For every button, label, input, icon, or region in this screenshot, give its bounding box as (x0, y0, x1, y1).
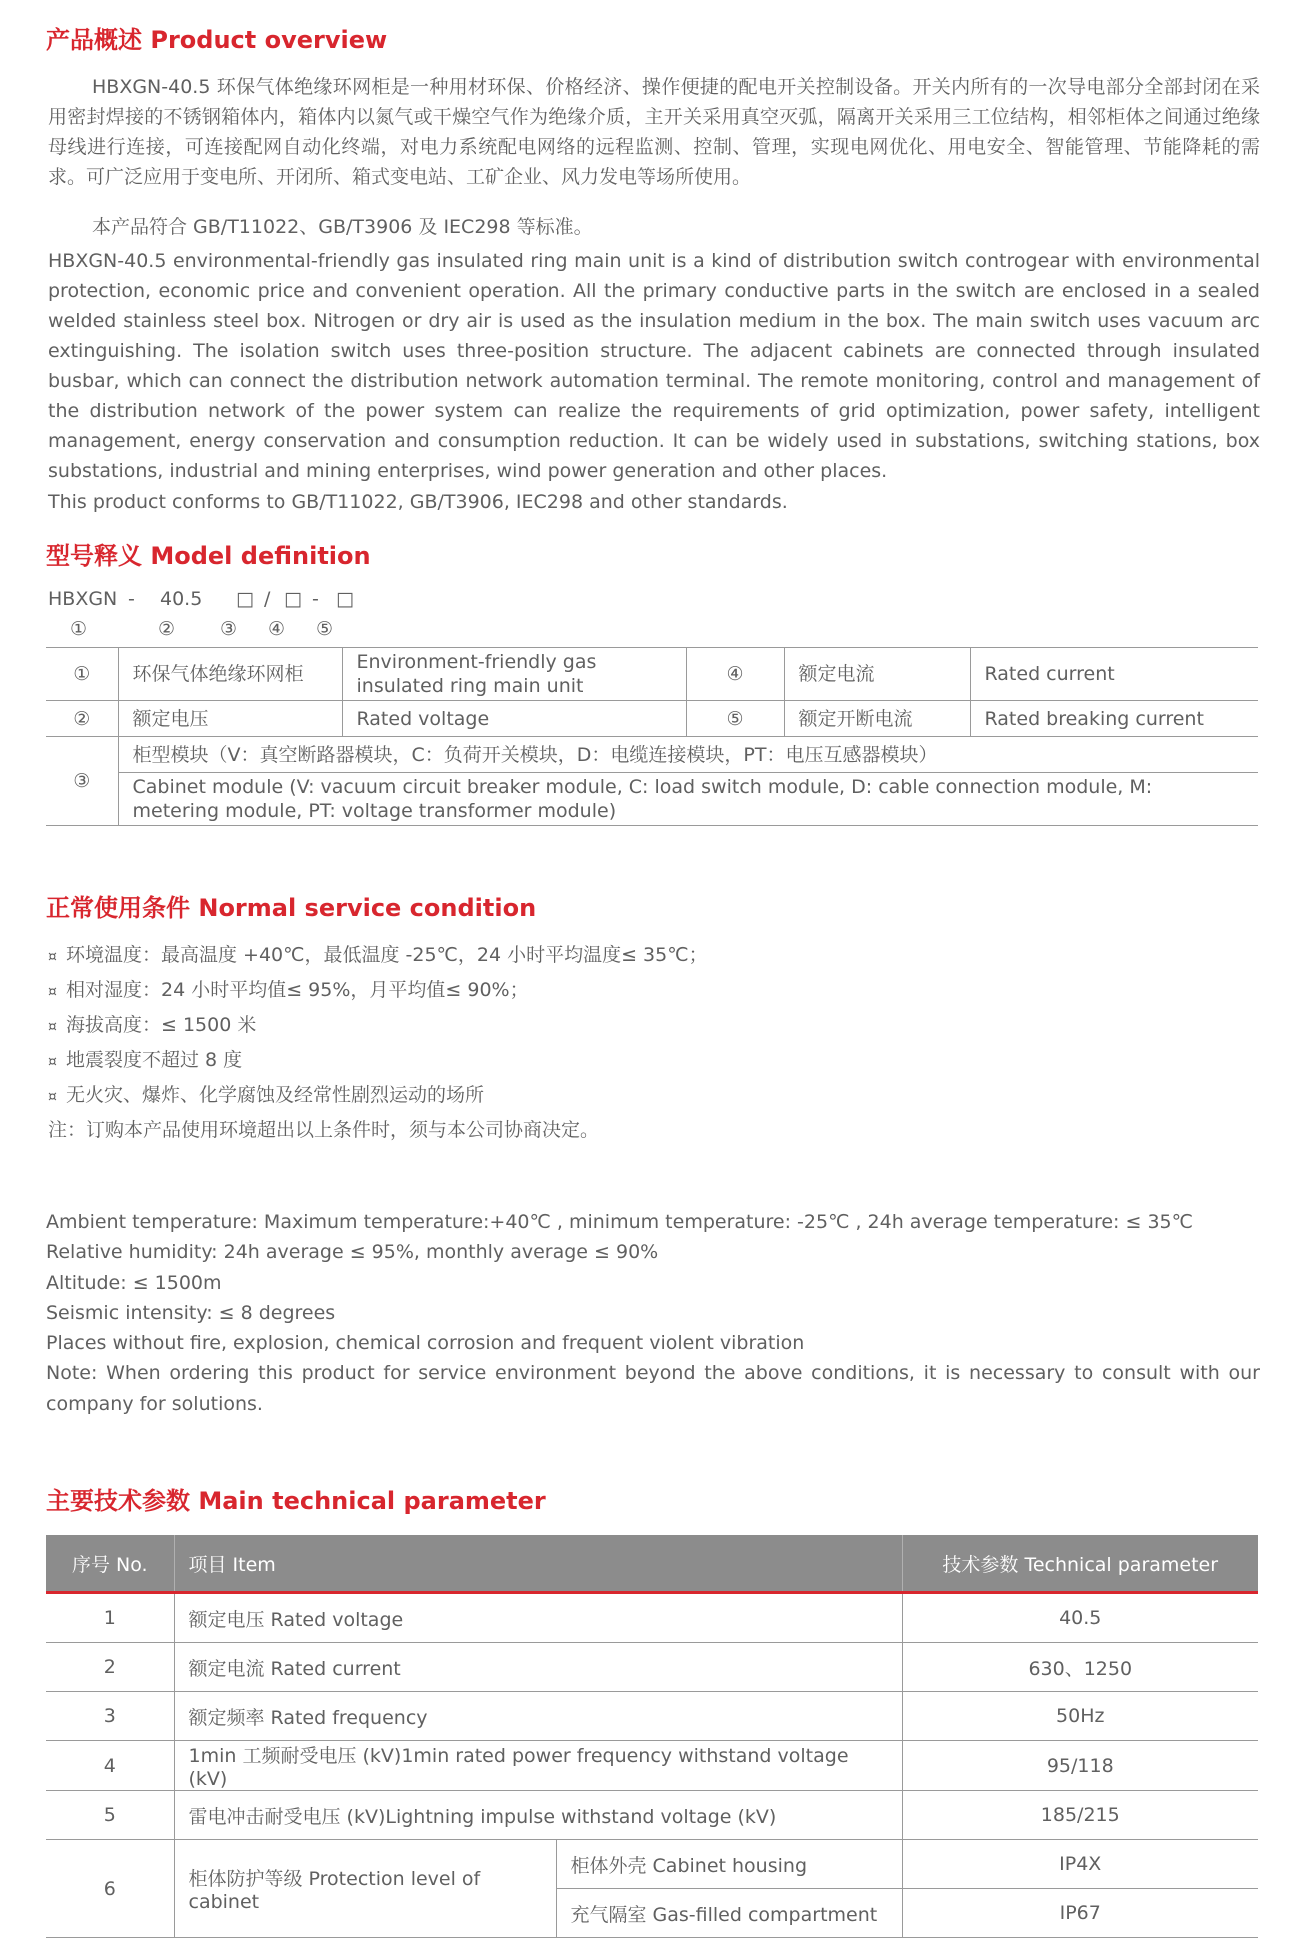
row-number: 3 (46, 1692, 174, 1741)
row-subitem: 柜体外壳 Cabinet housing (556, 1840, 902, 1889)
row-item: 额定电压 Rated voltage (174, 1593, 902, 1643)
table-row (46, 1840, 1258, 1889)
overview-cn-paragraph: HBXGN-40.5 环保气体绝缘环网柜是一种用材环保、价格经济、操作便捷的配电开关控制设备。开关内所有的一次导电部分全部封闭在采用密封焊接的不锈钢箱体内，箱体内以氮气或干燥空气作为绝缘介质，主开关采用真空灭弧，隔离开关采用三工位结构，相邻柜体之间通过绝缘母线进行连接，可连接配网自动化终端，对电力系统配电网络的远程监测、控制、管理，实现电网优化、用电安全、智能管理、节能降耗的需求。可广泛应用于变电所、开闭所、箱式变电站、工矿企业、风力发电等场所使用。 (48, 76, 1260, 188)
table-row (46, 1692, 1258, 1741)
condition-text: Relative humidity: 24h average ≤ 95%, monthly average ≤ 90% (46, 1241, 659, 1264)
row-value: 40.5 (902, 1593, 1258, 1643)
table-row (46, 1593, 1258, 1643)
model-item-number: ③ (46, 737, 118, 826)
bullet-icon: ¤ (48, 1089, 57, 1105)
condition-text: 海拔高度：≤ 1500 米 (66, 1014, 257, 1036)
bullet-icon: ¤ (48, 1019, 57, 1035)
row-item: 柜体防护等级 Protection level of cabinet (174, 1840, 556, 1938)
model-code-part: □ (284, 588, 302, 610)
tech-parameter-table (46, 1535, 1258, 1938)
model-item-number: ④ (686, 648, 784, 701)
table-row (46, 1741, 1258, 1791)
row-item: 1min 工频耐受电压 (kV)1min rated power frequency withstand voltage (kV) (174, 1741, 902, 1791)
row-value: 50Hz (902, 1692, 1258, 1741)
model-item-en: Rated current (970, 648, 1258, 701)
row-value: IP4X (902, 1840, 1258, 1889)
service-heading: 正常使用条件 Normal service condition (46, 894, 537, 922)
bullet-icon: ¤ (48, 1054, 57, 1070)
model-item-en: Cabinet module (V: vacuum circuit breaker module, C: load switch module, D: cable connection module, M: metering module, PT: voltage transformer module) (118, 773, 1258, 826)
model-code-part: / (264, 588, 271, 610)
list-item (48, 1078, 708, 1113)
row-number: 5 (46, 1791, 174, 1840)
model-code-part: 40.5 (160, 588, 203, 610)
service-cn-list (48, 938, 708, 1148)
row-subitem: 充气隔室 Gas-filled compartment (556, 1889, 902, 1938)
model-code-part: HBXGN (48, 588, 118, 610)
row-number: 4 (46, 1741, 174, 1791)
model-code-part: - (128, 588, 135, 610)
col-header-no: 序号 No. (46, 1535, 174, 1593)
service-en-note: Note: When ordering this product for service environment beyond the above conditions, it is necessary to consult with our company for solutions. (46, 1362, 1260, 1415)
model-item-en: Environment-friendly gas insulated ring main unit (342, 648, 686, 701)
model-heading: 型号释义 Model definition (46, 542, 371, 570)
row-value: IP67 (902, 1889, 1258, 1938)
model-item-en: Rated breaking current (970, 701, 1258, 737)
row-item: 雷电冲击耐受电压 (kV)Lightning impulse withstand voltage (kV) (174, 1791, 902, 1840)
list-item (48, 938, 708, 973)
overview-cn-standards: 本产品符合 GB/T11022、GB/T3906 及 IEC298 等标准。 (92, 216, 593, 238)
row-value: 630、1250 (902, 1643, 1258, 1692)
bullet-icon: ¤ (48, 984, 57, 1000)
service-en-list (46, 1207, 1260, 1419)
table-row (46, 1643, 1258, 1692)
row-number: 1 (46, 1593, 174, 1643)
overview-heading: 产品概述 Product overview (46, 26, 388, 54)
condition-text: 地震裂度不超过 8 度 (66, 1049, 243, 1071)
model-code-number: ⑤ (316, 618, 334, 640)
model-code-number: ① (70, 618, 88, 640)
model-code-part: - (312, 588, 319, 610)
model-item-cn: 环保气体绝缘环网柜 (118, 648, 342, 701)
service-cn-note: 注：订购本产品使用环境超出以上条件时，须与本公司协商决定。 (48, 1119, 600, 1141)
model-code (48, 588, 360, 610)
tech-heading: 主要技术参数 Main technical parameter (46, 1487, 546, 1515)
condition-text: Places without fire, explosion, chemical corrosion and frequent violent vibration (46, 1332, 805, 1355)
overview-en-paragraph: HBXGN-40.5 environmental-friendly gas insulated ring main unit is a kind of distribution switch controgear with environmental protection, economic price and convenient operation. All the primary conductive parts in the switch are enclosed in a sealed welded stainless steel box. Nitrogen or dry air is used as the insulation medium in the box. The main switch uses vacuum arc extinguishing. The isolation switch uses three-position structure. The adjacent cabinets are connected through insulated busbar, which can connect the distribution network automation terminal. The remote monitoring, control and management of the distribution network of the power system can realize the requirements of grid optimization, power safety, intelligent management, energy conservation and consumption reduction. It can be widely used in substations, switching stations, box substations, industrial and mining enterprises, wind power generation and other places. (48, 250, 1260, 482)
model-item-cn: 额定电流 (784, 648, 970, 701)
model-item-number: ⑤ (686, 701, 784, 737)
condition-text: Ambient temperature: Maximum temperature:+40℃ , minimum temperature: -25℃ , 24h average temperature: ≤ 35℃ (46, 1211, 1193, 1233)
table-row (46, 648, 1258, 701)
table-row (46, 773, 1258, 826)
model-item-en: Rated voltage (342, 701, 686, 737)
condition-text: 环境温度：最高温度 +40℃，最低温度 -25℃，24 小时平均温度≤ 35℃； (66, 944, 708, 966)
col-header-param: 技术参数 Technical parameter (902, 1535, 1258, 1593)
table-row (46, 737, 1258, 773)
list-item (48, 1043, 708, 1078)
list-item (48, 973, 708, 1008)
list-item (48, 1008, 708, 1043)
model-definition-table (46, 647, 1258, 826)
model-item-cn: 额定开断电流 (784, 701, 970, 737)
model-item-number: ① (46, 648, 118, 701)
overview-en-standards: This product conforms to GB/T11022, GB/T3906, IEC298 and other standards. (48, 491, 788, 513)
model-item-number: ② (46, 701, 118, 737)
model-code-number: ③ (220, 618, 238, 640)
model-code-part: □ (236, 588, 254, 610)
table-row (46, 1791, 1258, 1840)
row-value: 185/215 (902, 1791, 1258, 1840)
table-row (46, 701, 1258, 737)
condition-text: Seismic intensity: ≤ 8 degrees (46, 1301, 336, 1324)
row-item: 额定电流 Rated current (174, 1643, 902, 1692)
bullet-icon: ¤ (48, 949, 57, 965)
row-number: 6 (46, 1840, 174, 1938)
model-code-numbers (48, 618, 336, 640)
condition-text: 无火灾、爆炸、化学腐蚀及经常性剧烈运动的场所 (66, 1084, 485, 1106)
row-value: 95/118 (902, 1741, 1258, 1791)
row-number: 2 (46, 1643, 174, 1692)
col-header-item: 项目 Item (174, 1535, 902, 1593)
table-header-row (46, 1535, 1258, 1593)
model-code-number: ② (158, 618, 176, 640)
row-item: 额定频率 Rated frequency (174, 1692, 902, 1741)
model-item-cn: 额定电压 (118, 701, 342, 737)
model-code-number: ④ (268, 618, 286, 640)
condition-text: Altitude: ≤ 1500m (46, 1271, 222, 1294)
condition-text: 相对湿度：24 小时平均值≤ 95%，月平均值≤ 90%； (66, 979, 529, 1001)
model-code-part: □ (336, 588, 354, 610)
model-item-cn: 柜型模块（V：真空断路器模块，C：负荷开关模块，D：电缆连接模块，PT：电压互感器模块） (118, 737, 1258, 773)
